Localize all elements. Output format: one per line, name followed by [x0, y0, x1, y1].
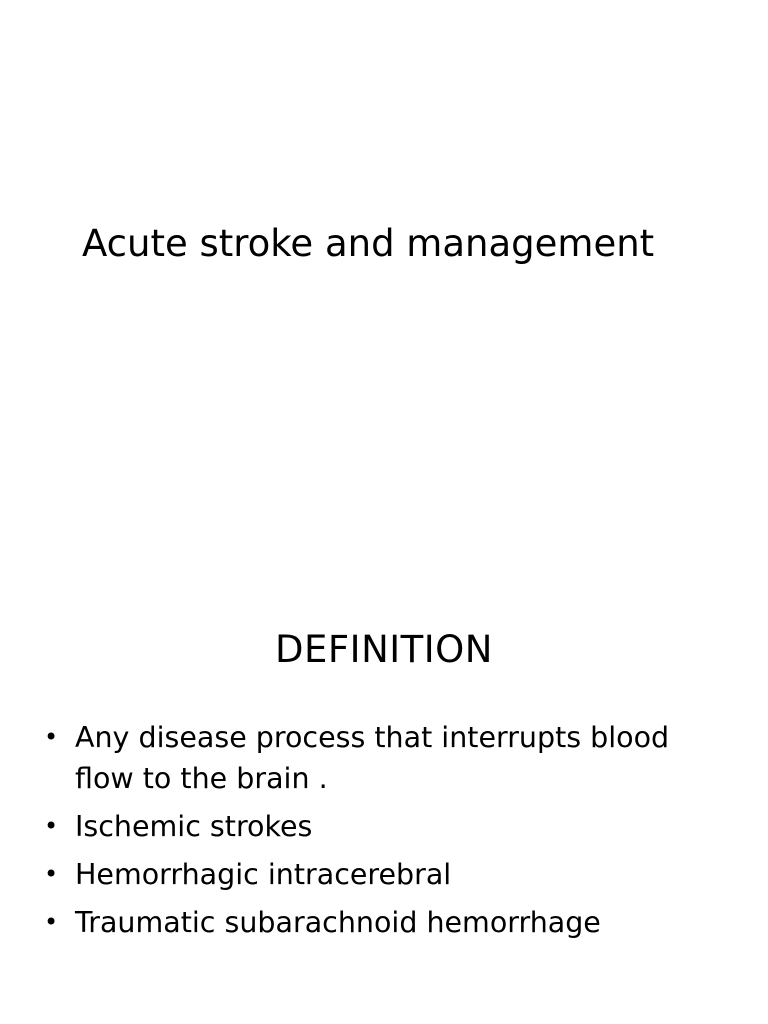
bullet-item — [44, 806, 734, 847]
bullet-icon: • — [44, 812, 59, 840]
bullet-item — [44, 717, 734, 799]
slide-definition — [0, 512, 768, 1024]
slide-title-heading: Acute stroke and management — [82, 222, 655, 265]
bullet-item — [44, 854, 734, 895]
definition-bullet-list — [44, 717, 734, 950]
bullet-icon: • — [44, 860, 59, 888]
bullet-icon: • — [44, 908, 59, 936]
definition-heading: DEFINITION — [275, 628, 493, 671]
bullet-item — [44, 902, 734, 943]
bullet-text: Any disease process that interrupts blood flow to the brain . — [75, 721, 670, 795]
bullet-icon: • — [44, 723, 59, 751]
bullet-text: Hemorrhagic intracerebral — [75, 858, 452, 891]
bullet-text: Traumatic subarachnoid hemorrhage — [75, 906, 601, 939]
bullet-text: Ischemic strokes — [75, 810, 313, 843]
